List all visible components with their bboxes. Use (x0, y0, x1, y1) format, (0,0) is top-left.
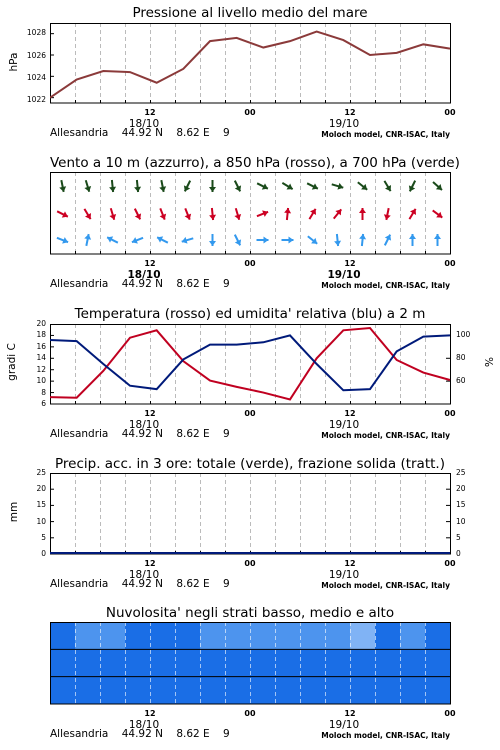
wind-700-arrow (358, 182, 367, 189)
humidity-ylabel: % (484, 357, 496, 367)
cloud-cell (425, 677, 451, 704)
cloud-cell (50, 677, 76, 704)
cloud-cell (75, 622, 101, 649)
precip-ylabel: mm (8, 501, 20, 523)
x-tick-label: 00 (244, 259, 256, 268)
cloud-cell (350, 649, 376, 676)
wind-700-arrow (235, 181, 241, 192)
ytick: 15 (36, 500, 46, 510)
wind-850-arrow (433, 210, 443, 217)
precip-plot (50, 473, 451, 555)
cloud-cell (250, 622, 276, 649)
wind-10m-arrow (409, 234, 416, 246)
cloud-cell (75, 677, 101, 704)
plot-frame (51, 173, 451, 255)
x-tick-label: 00 (444, 409, 456, 418)
location-label: Allesandria 44.92 N 8.62 E 9 (50, 278, 230, 290)
x-tick-label: 00 (244, 409, 256, 418)
temp-ylabel: gradi C (6, 343, 18, 381)
arrow-head (359, 234, 366, 239)
cloud-cell (375, 649, 401, 676)
ytick: 6 (41, 399, 46, 408)
cloud-cell (225, 622, 251, 649)
cloud-cell (225, 649, 251, 676)
pressure-plot (50, 23, 451, 104)
cloud-cell (425, 649, 451, 676)
arrow-head (209, 215, 216, 220)
plot-frame (51, 325, 451, 405)
x-date-label: 18/10 (128, 569, 160, 581)
wind-700-arrow (433, 182, 442, 190)
arrow-head (434, 234, 441, 239)
cloud-cell (100, 622, 126, 649)
cloud-cell (425, 622, 451, 649)
wind-700-arrow (59, 180, 66, 192)
ytick-right: 80 (456, 353, 466, 363)
cloud-cell (125, 622, 151, 649)
arrow-head (359, 208, 366, 213)
cloud-cell (325, 622, 351, 649)
cloud-cell (300, 622, 326, 649)
cloud-cell (125, 677, 151, 704)
cloud-cell (300, 649, 326, 676)
x-date-label: 19/10 (328, 719, 360, 731)
temp-plot (50, 324, 451, 405)
cloud-cell (175, 649, 201, 676)
model-label: Moloch model, CNR-ISAC, Italy (321, 281, 450, 290)
cloud-cell (50, 622, 76, 649)
x-tick-label: 00 (444, 259, 456, 268)
precip-title: Precip. acc. in 3 ore: totale (verde), frazione solida (tratt.) (55, 456, 445, 472)
cloud-cell (175, 622, 201, 649)
x-tick-label: 12 (144, 559, 156, 568)
cloud-cell (100, 649, 126, 676)
cloud-cell (225, 677, 251, 704)
ytick: 0 (41, 549, 46, 558)
wind-850-arrow (309, 209, 316, 219)
wind-10m-arrow (282, 237, 294, 244)
model-label: Moloch model, CNR-ISAC, Italy (321, 130, 450, 139)
cloud-cell (325, 677, 351, 704)
cloud-cell (300, 677, 326, 704)
x-tick-label: 00 (444, 709, 456, 718)
arrow-head (134, 187, 141, 192)
ytick: 1026 (26, 51, 46, 60)
wind-700-arrow (209, 180, 216, 192)
wind-700-arrow (134, 180, 141, 192)
cloud-cell (75, 649, 101, 676)
wind-850-arrow (209, 208, 216, 220)
wind-850-arrow (234, 208, 241, 219)
ytick: 10 (36, 516, 46, 526)
x-date-label: 18/10 (127, 269, 161, 281)
cloud-cell (200, 677, 226, 704)
plot-frame (51, 24, 451, 104)
x-date-label: 18/10 (128, 118, 160, 130)
x-date-label: 18/10 (128, 419, 160, 431)
ytick-right: 20 (456, 484, 466, 494)
cloud-cell (275, 649, 301, 676)
wind-850-arrow (160, 208, 166, 219)
wind-10m-arrow (385, 235, 391, 246)
ytick: 10 (36, 376, 46, 386)
x-date-label: 19/10 (328, 118, 360, 130)
wind-850-arrow (334, 209, 341, 218)
arrow-head (209, 187, 216, 192)
cloud-cell (400, 677, 426, 704)
wind-10m-arrow (132, 237, 143, 243)
ytick-right: 100 (456, 330, 471, 340)
wind-10m-arrow (107, 236, 118, 242)
wind-10m-arrow (308, 236, 317, 243)
ytick: 8 (41, 387, 46, 397)
wind-850-arrow (109, 208, 116, 219)
plot-frame (51, 474, 451, 555)
wind-10m-arrow (84, 234, 91, 246)
x-tick-label: 00 (244, 108, 256, 117)
model-label: Moloch model, CNR-ISAC, Italy (321, 431, 450, 440)
cloud-cell (275, 622, 301, 649)
cloud-cell (350, 677, 376, 704)
ytick: 14 (36, 353, 46, 363)
wind-850-arrow (135, 209, 141, 220)
wind-700-arrow (84, 180, 91, 191)
ytick: 1022 (26, 95, 46, 104)
wind-850-arrow (359, 208, 366, 220)
x-date-label: 19/10 (328, 569, 360, 581)
ytick-right: 10 (456, 516, 466, 526)
wind-10m-arrow (334, 234, 341, 246)
cloud-cell (150, 677, 176, 704)
arrow-head (289, 237, 294, 244)
x-date-label: 19/10 (328, 419, 360, 431)
ytick: 1024 (26, 73, 46, 82)
x-tick-label: 12 (344, 409, 356, 418)
cloud-cell (175, 677, 201, 704)
wind-10m-arrow (235, 235, 241, 246)
wind-700-arrow (109, 180, 116, 192)
ytick: 20 (36, 319, 46, 328)
x-tick-label: 12 (144, 108, 156, 117)
cloud-cell (200, 649, 226, 676)
cloud-cell (400, 649, 426, 676)
x-tick-label: 00 (444, 108, 456, 117)
pressure-ylabel: hPa (8, 52, 20, 72)
x-date-label: 19/10 (327, 269, 361, 281)
cloud-cell (400, 622, 426, 649)
wind-10m-arrow (257, 237, 269, 244)
wind-850-arrow (185, 208, 191, 219)
x-tick-label: 00 (244, 709, 256, 718)
ytick: 12 (36, 364, 46, 374)
cloud-cell (275, 677, 301, 704)
x-tick-label: 00 (244, 559, 256, 568)
wind-850-arrow (284, 208, 291, 220)
arrow-head (209, 241, 216, 246)
x-tick-label: 12 (144, 709, 156, 718)
model-label: Moloch model, CNR-ISAC, Italy (321, 731, 450, 740)
x-tick-label: 12 (144, 259, 156, 268)
cloud-title: Nuvolosita' negli strati basso, medio e alto (105, 605, 395, 621)
ytick: 1028 (26, 28, 46, 37)
ytick: 20 (36, 484, 46, 494)
cloud-cell (200, 622, 226, 649)
temp-title: Temperatura (rosso) ed umidita' relativa (blu) a 2 m (74, 306, 426, 322)
x-date-label: 18/10 (128, 719, 160, 731)
arrow-head (409, 234, 416, 239)
ytick: 25 (36, 468, 46, 477)
cloud-plot (50, 622, 451, 705)
cloud-cell (150, 649, 176, 676)
location-label: Allesandria 44.92 N 8.62 E 9 (50, 728, 230, 740)
wind-850-arrow (384, 208, 391, 220)
wind-10m-arrow (434, 234, 441, 246)
x-tick-label: 12 (344, 108, 356, 117)
location-label: Allesandria 44.92 N 8.62 E 9 (50, 578, 230, 590)
ytick-right: 5 (456, 532, 461, 542)
pressure-title: Pressione al livello medio del mare (132, 5, 368, 21)
arrow-head (109, 187, 116, 192)
cloud-cell (150, 622, 176, 649)
wind-700-arrow (257, 183, 268, 189)
cloud-cell (100, 677, 126, 704)
wind-10m-arrow (182, 237, 193, 244)
cloud-cell (50, 649, 76, 676)
ytick-right: 0 (456, 549, 461, 558)
location-label: Allesandria 44.92 N 8.62 E 9 (50, 127, 230, 139)
cloud-cell (250, 677, 276, 704)
x-tick-label: 12 (144, 409, 156, 418)
ytick-right: 25 (456, 468, 466, 477)
wind-10m-arrow (157, 236, 168, 242)
location-label: Allesandria 44.92 N 8.62 E 9 (50, 428, 230, 440)
ytick: 5 (41, 532, 46, 542)
ytick-right: 15 (456, 500, 466, 510)
wind-10m-arrow (209, 234, 216, 246)
ytick: 16 (36, 341, 46, 351)
wind-10m-arrow (359, 234, 366, 246)
wind-850-arrow (57, 211, 68, 217)
cloud-cell (375, 677, 401, 704)
x-tick-label: 12 (344, 259, 356, 268)
model-label: Moloch model, CNR-ISAC, Italy (321, 581, 450, 590)
ytick-right: 60 (456, 376, 466, 386)
ytick: 18 (36, 330, 46, 340)
arrow-head (264, 237, 269, 244)
cloud-cell (125, 649, 151, 676)
x-tick-label: 12 (344, 709, 356, 718)
wind-700-arrow (307, 183, 318, 189)
wind-700-arrow (282, 183, 292, 190)
wind-title: Vento a 10 m (azzurro), a 850 hPa (rosso), a 700 hPa (verde) (50, 155, 460, 171)
x-tick-label: 00 (444, 559, 456, 568)
x-tick-label: 12 (344, 559, 356, 568)
wind-700-arrow (384, 181, 391, 191)
cloud-cell (250, 649, 276, 676)
wind-700-arrow (409, 181, 415, 192)
wind-700-arrow (184, 181, 190, 192)
cloud-cell (375, 622, 401, 649)
cloud-cell (325, 649, 351, 676)
wind-10m-arrow (57, 237, 68, 243)
wind-850-arrow (409, 209, 416, 219)
wind-850-arrow (84, 209, 91, 219)
wind-700-arrow (159, 180, 166, 192)
cloud-cell (350, 622, 376, 649)
arrow-head (284, 208, 291, 213)
wind-plot (50, 172, 451, 255)
arrow-head (334, 241, 341, 246)
wind-850-arrow (257, 210, 268, 216)
wind-700-arrow (332, 183, 343, 190)
